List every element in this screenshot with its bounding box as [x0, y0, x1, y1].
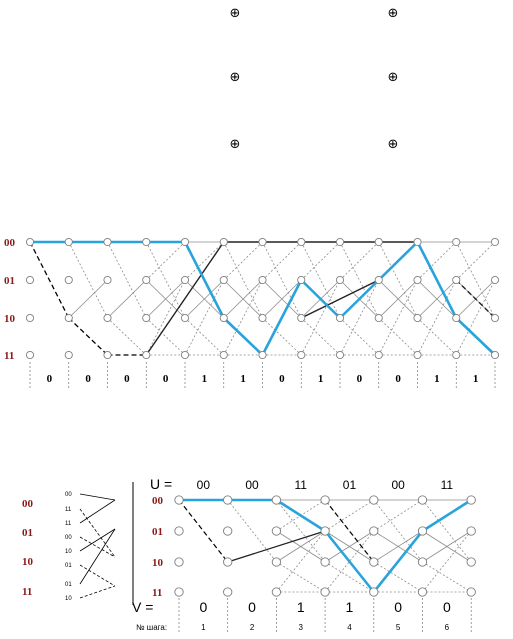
branch-line	[224, 280, 263, 355]
trellis-node	[26, 276, 33, 283]
state-label: 10	[152, 557, 163, 569]
u-pair: 11	[440, 478, 454, 492]
trellis-node	[453, 276, 460, 283]
branch-code: 01	[65, 563, 72, 569]
branch-line	[301, 280, 340, 355]
trellis-node	[414, 276, 421, 283]
input-bit: 0	[85, 373, 91, 385]
step-number: 6	[444, 623, 450, 632]
trellis-node	[375, 351, 382, 358]
xor-symbol: ⊕	[387, 70, 399, 85]
branch-line	[276, 531, 325, 592]
trellis-node	[143, 238, 150, 245]
branch-line	[185, 242, 224, 280]
branch-line	[423, 500, 472, 562]
trellis-node	[321, 558, 329, 566]
branch-line	[423, 531, 472, 592]
input-bit: 1	[201, 373, 208, 385]
trellis-node	[467, 496, 475, 504]
trellis-node	[65, 238, 72, 245]
trellis-node	[65, 351, 72, 358]
branch-line	[301, 242, 340, 280]
trellis-node	[104, 276, 111, 283]
trellis-node	[224, 558, 232, 566]
trellis-node	[224, 527, 232, 535]
branch-line	[276, 500, 325, 562]
v-bit: 0	[394, 599, 403, 615]
trellis-node	[375, 314, 382, 321]
branch-code: 00	[65, 492, 72, 498]
trellis-node	[224, 496, 232, 504]
trellis-node	[336, 351, 343, 358]
branch-line	[224, 242, 263, 280]
branch-code: 00	[65, 535, 72, 541]
xor-symbol: ⊕	[229, 70, 241, 85]
trellis-node	[175, 558, 183, 566]
trellis-node	[220, 351, 227, 358]
trellis-top	[4, 237, 499, 388]
trellis-node	[491, 351, 498, 358]
u-pair: 11	[294, 478, 307, 492]
trellis-node	[467, 527, 475, 535]
trellis-node	[259, 314, 266, 321]
trellis-node	[181, 314, 188, 321]
branch-line	[325, 500, 374, 531]
trellis-node	[272, 496, 280, 504]
trellis-node	[26, 351, 33, 358]
trellis-node	[418, 588, 426, 596]
trellis-node	[175, 527, 183, 535]
branch-line	[228, 500, 277, 562]
trellis-node	[272, 527, 280, 535]
branch-line	[325, 500, 374, 562]
input-bit: 0	[46, 373, 53, 385]
branch-line	[340, 318, 379, 355]
branch-code: 01	[65, 582, 72, 588]
xor-symbol: ⊕	[229, 6, 241, 21]
state-label: 11	[152, 587, 163, 599]
branch-line	[301, 242, 340, 318]
branch-line	[456, 280, 495, 355]
trellis-node	[321, 588, 329, 596]
branch-line	[418, 242, 457, 280]
trellis-node	[321, 496, 329, 504]
trellis-node	[143, 351, 150, 358]
trellis-node	[370, 558, 378, 566]
legend-arrow	[80, 586, 115, 598]
branch-line	[456, 242, 495, 280]
branch-line	[146, 318, 185, 355]
trellis-node	[491, 238, 498, 245]
trellis-node	[26, 238, 33, 245]
branch-line	[108, 242, 147, 318]
input-bit: 0	[162, 373, 169, 385]
trellis-node	[418, 558, 426, 566]
trellis-node	[418, 496, 426, 504]
step-label: № шага:	[136, 623, 168, 632]
branch-line	[185, 318, 224, 355]
input-bit: 0	[356, 373, 363, 385]
state-label: 00	[4, 237, 15, 249]
legend-state-label: 00	[22, 498, 33, 510]
branch-line	[146, 242, 185, 280]
branch-line	[146, 242, 224, 355]
branch-line	[374, 562, 423, 592]
xor-symbols	[230, 6, 399, 152]
branch-line	[108, 318, 147, 355]
trellis-node	[298, 351, 305, 358]
v-bit: 0	[199, 599, 208, 615]
u-label: U =	[150, 476, 173, 492]
trellis-node	[491, 276, 498, 283]
branch-line	[456, 242, 495, 318]
branch-code: 11	[65, 521, 72, 527]
step-number: 3	[298, 623, 303, 632]
trellis-node	[414, 351, 421, 358]
branch-line	[418, 318, 457, 355]
trellis-node	[418, 527, 426, 535]
branch-line	[263, 242, 302, 318]
state-label: 11	[4, 350, 15, 362]
u-pair: 01	[342, 478, 357, 492]
input-bit: 1	[240, 373, 246, 385]
decoded-path	[30, 242, 495, 355]
branch-line	[379, 318, 418, 355]
branch-line	[69, 242, 108, 318]
trellis-node	[259, 276, 266, 283]
state-label: 00	[152, 495, 163, 507]
trellis-node	[272, 558, 280, 566]
trellis-node	[336, 238, 343, 245]
branch-line	[263, 318, 302, 355]
branch-line	[301, 280, 379, 318]
trellis-node	[181, 351, 188, 358]
legend-state-label: 01	[22, 527, 33, 539]
legend-arrow	[80, 494, 115, 500]
branch-line	[228, 531, 325, 562]
branch-line	[374, 500, 423, 531]
trellis-node	[259, 238, 266, 245]
branch-line	[418, 280, 457, 355]
step-number: 5	[395, 623, 401, 632]
branch-line	[276, 562, 325, 592]
trellis-bottom	[22, 476, 475, 632]
legend-state-label: 11	[22, 586, 33, 598]
input-bit: 1	[472, 373, 479, 385]
trellis-node	[453, 238, 460, 245]
trellis-node	[370, 527, 378, 535]
input-bit: 0	[395, 373, 401, 385]
legend-arrow	[80, 509, 115, 557]
trellis-node	[104, 351, 111, 358]
trellis-node	[104, 238, 111, 245]
trellis-node	[453, 314, 460, 321]
trellis-node	[414, 238, 421, 245]
state-label: 01	[152, 526, 163, 538]
branch-line	[374, 500, 423, 562]
xor-symbol: ⊕	[229, 137, 241, 152]
branch-line	[69, 280, 108, 318]
trellis-node	[272, 588, 280, 596]
branch-line	[108, 280, 147, 318]
trellis-node	[370, 496, 378, 504]
branch-code: 11	[65, 507, 72, 513]
xor-symbol: ⊕	[387, 6, 399, 21]
branch-code: 10	[65, 596, 72, 602]
u-pair: 00	[196, 478, 211, 492]
trellis-node	[143, 276, 150, 283]
branch-code: 10	[65, 549, 72, 555]
branch-line	[379, 280, 418, 355]
u-pair: 00	[245, 478, 259, 492]
step-number: 1	[201, 623, 206, 632]
trellis-node	[220, 276, 227, 283]
trellis-node	[143, 314, 150, 321]
trellis-node	[321, 527, 329, 535]
branch-line	[301, 318, 340, 355]
branch-line	[146, 280, 185, 355]
branch-line	[325, 562, 374, 592]
branch-line	[224, 242, 263, 318]
trellis-node	[259, 351, 266, 358]
branch-line	[179, 500, 228, 562]
state-label: 10	[4, 313, 15, 325]
v-bit: 0	[248, 599, 256, 615]
state-label: 01	[4, 275, 15, 287]
branch-line	[340, 242, 379, 318]
v-bit: 0	[442, 599, 451, 615]
trellis-node	[336, 314, 343, 321]
trellis-node	[414, 314, 421, 321]
trellis-node	[467, 558, 475, 566]
v-bit: 1	[296, 599, 305, 615]
trellis-node	[175, 588, 183, 596]
input-bit: 0	[279, 373, 285, 385]
legend-arrow	[80, 500, 115, 523]
trellis-node	[181, 238, 188, 245]
trellis-node	[298, 238, 305, 245]
trellis-node	[181, 276, 188, 283]
trellis-node	[370, 588, 378, 596]
trellis-node	[104, 314, 111, 321]
trellis-node	[220, 314, 227, 321]
trellis-node	[65, 276, 72, 283]
input-bit: 1	[317, 373, 324, 385]
branch-line	[263, 242, 302, 280]
step-number: 2	[249, 623, 255, 632]
trellis-node	[65, 314, 72, 321]
branch-line	[340, 242, 379, 280]
u-pair: 00	[391, 478, 405, 492]
trellis-node	[467, 588, 475, 596]
branch-line	[30, 242, 69, 318]
trellis-node	[224, 588, 232, 596]
trellis-node	[298, 314, 305, 321]
v-label: V =	[132, 599, 154, 615]
trellis-node	[491, 314, 498, 321]
input-bit: 1	[434, 373, 440, 385]
trellis-node	[175, 496, 183, 504]
trellis-node	[336, 276, 343, 283]
branch-line	[423, 562, 472, 592]
trellis-node	[220, 238, 227, 245]
v-bit: 1	[345, 599, 354, 615]
branch-line	[69, 318, 108, 355]
trellis-node	[298, 276, 305, 283]
step-number: 4	[347, 623, 352, 632]
xor-symbol: ⊕	[387, 137, 399, 152]
trellis-node	[375, 276, 382, 283]
input-bit: 0	[124, 373, 130, 385]
trellis-node	[26, 314, 33, 321]
legend-state-label: 10	[22, 556, 33, 568]
trellis-node	[453, 351, 460, 358]
branch-line	[379, 242, 418, 318]
trellis-node	[375, 238, 382, 245]
decoded-path	[179, 500, 471, 592]
branch-line	[340, 280, 379, 355]
